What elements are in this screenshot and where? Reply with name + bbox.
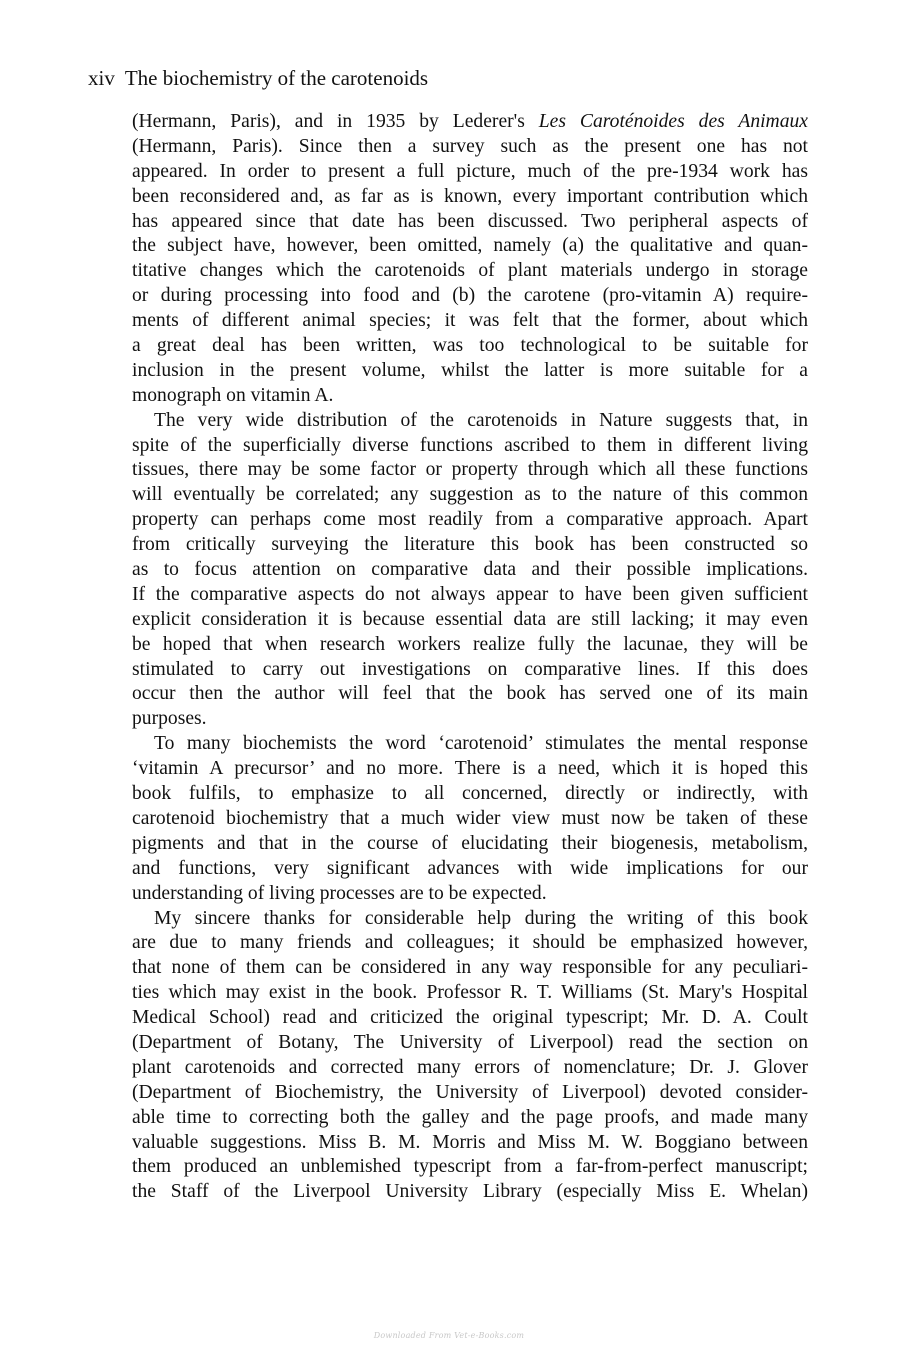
watermark: Downloaded From Vet-e-Books.com (373, 1331, 525, 1340)
text-line: explicit consideration it is because essential data are still lacking; it may even (132, 608, 808, 630)
text-line: plant carotenoids and corrected many errors of nomenclature; Dr. J. Glover (132, 1056, 808, 1078)
text-line: (Department of Botany, The University of Liverpool) read the section on (132, 1031, 808, 1053)
text-line: be hoped that when research workers realize fully the lacunae, they will be (132, 633, 808, 655)
text-line: ments of different animal species; it was felt that the former, about which (132, 310, 808, 332)
text-line: titative changes which the carotenoids of plant materials undergo in storage (132, 260, 808, 282)
paragraph (132, 409, 808, 733)
text-line: appeared. In order to present a full picture, much of the pre-1934 work has (132, 160, 808, 182)
text-line: The very wide distribution of the carotenoids in Nature suggests that, in (154, 409, 808, 431)
text-line: ties which may exist in the book. Professor R. T. Williams (St. Mary's Hospital (132, 982, 808, 1004)
text-line: pigments and that in the course of elucidating their biogenesis, metabolism, (132, 832, 808, 854)
text-line: purposes. (132, 708, 207, 730)
text-line: Medical School) read and criticized the original typescript; Mr. D. A. Coult (132, 1007, 808, 1029)
text-line: ‘vitamin A precursor’ and no more. There is a need, which it is hoped this (132, 758, 808, 780)
text-line: them produced an unblemished typescript from a far-from-perfect manuscript; (132, 1156, 808, 1178)
text-line: from critically surveying the literature this book has been constructed so (132, 534, 808, 556)
text-line: property can perhaps come most readily from a comparative approach. Apart (132, 509, 808, 531)
text-line: has appeared since that date has been discussed. Two peripheral aspects of (132, 210, 808, 232)
text-line: (Hermann, Paris). Since then a survey such as the present one has not (132, 135, 808, 157)
text-line: the subject have, however, been omitted, namely (a) the qualitative and quan- (132, 235, 808, 257)
text-line: If the comparative aspects do not always appear to have been given sufficient (132, 583, 808, 605)
text-line: as to focus attention on comparative data and their possible implications. (132, 559, 808, 581)
text-line: carotenoid biochemistry that a much wider view must now be taken of these (132, 807, 808, 829)
text-line: To many biochemists the word ‘carotenoid’ stimulates the mental response (154, 733, 808, 755)
text-line: occur then the author will feel that the book has served one of its main (132, 683, 808, 705)
italic-title: Les Caroténoides des Animaux (538, 111, 808, 132)
text-line: able time to correcting both the galley and the page proofs, and made many (132, 1106, 808, 1128)
text-line: a great deal has been written, was too technological to be suitable for (132, 335, 808, 357)
text-line: (Department of Biochemistry, the University of Liverpool) devoted consider- (132, 1081, 808, 1103)
running-head (88, 64, 428, 92)
text-line: will eventually be correlated; any suggestion as to the nature of this common (132, 484, 808, 506)
text-line: tissues, there may be some factor or property through which all these functions (132, 459, 808, 481)
text-line: and functions, very significant advances with wide implications for our (132, 857, 808, 879)
text-line: the Staff of the Liverpool University Library (especially Miss E. Whelan) (132, 1181, 808, 1203)
text-line: understanding of living processes are to be expected. (132, 882, 547, 904)
running-head-title: The biochemistry of the carotenoids (124, 66, 429, 90)
text-line: inclusion in the present volume, whilst the latter is more suitable for a (132, 359, 808, 381)
text-line: (Hermann, Paris), and in 1935 by Lederer's Les Caroténoides des Animaux (132, 111, 808, 132)
text-line: spite of the superficially diverse functions ascribed to them in different living (132, 434, 808, 456)
page-number: xiv (88, 66, 115, 90)
paragraph (132, 732, 808, 906)
text-line: or during processing into food and (b) the carotene (pro-vitamin A) require- (132, 285, 808, 307)
text-line: been reconsidered and, as far as is known, every important contribution which (132, 185, 808, 207)
text-line: that none of them can be considered in any way responsible for any peculiari- (132, 957, 808, 979)
paragraph (132, 907, 808, 1206)
text-line: My sincere thanks for considerable help during the writing of this book (154, 907, 808, 929)
text-line: are due to many friends and colleagues; it should be emphasized however, (132, 932, 808, 954)
text-line: stimulated to carry out investigations on comparative lines. If this does (132, 658, 808, 680)
text-line: monograph on vitamin A. (132, 384, 334, 406)
body-text (132, 110, 808, 1205)
paragraph (132, 110, 808, 409)
text-line: book fulfils, to emphasize to all concerned, directly or indirectly, with (132, 783, 808, 805)
text-line: valuable suggestions. Miss B. M. Morris and Miss M. W. Boggiano between (132, 1131, 808, 1153)
